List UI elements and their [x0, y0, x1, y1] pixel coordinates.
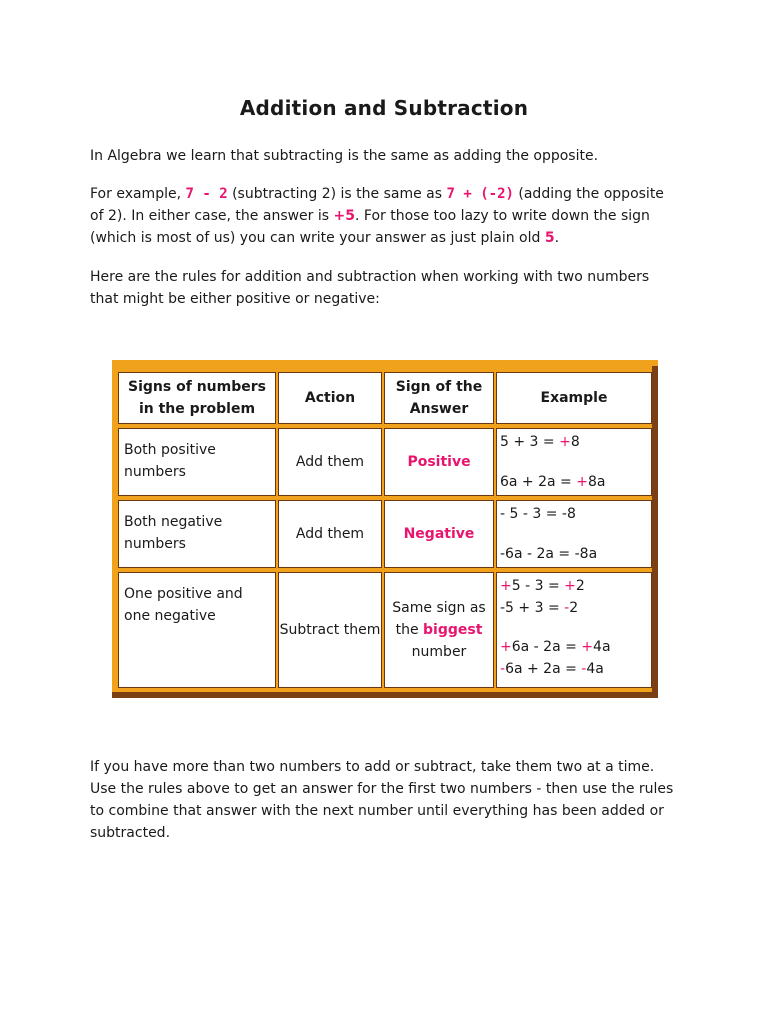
- example-expression-add-opposite: 7 + (-2): [446, 186, 514, 202]
- row2-example: [496, 500, 652, 568]
- row1-example-line2: 6a + 2a = +8a: [500, 474, 606, 490]
- page-title: Addition and Subtraction: [239, 96, 529, 120]
- header-signs: Signs of numbers in the problem: [118, 372, 276, 424]
- example-answer-signed: +5: [333, 208, 355, 224]
- row2-example-line1: - 5 - 3 = -8: [500, 506, 576, 522]
- frame-shadow-right: [652, 366, 658, 698]
- row3-answer: Same sign as the biggest number: [384, 572, 494, 688]
- intro-paragraph: In Algebra we learn that subtracting is the same as adding the opposite.: [90, 148, 599, 164]
- row1-signs: Both positive numbers: [118, 428, 276, 496]
- row2-answer: Negative: [384, 500, 494, 568]
- header-answer-sign: Sign of the Answer: [384, 372, 494, 424]
- row1-example: [496, 428, 652, 496]
- header-example: Example: [496, 372, 652, 424]
- example-text-4: . For those too lazy to write down the sign (which is most of us) you can write your answer as just plain old: [90, 208, 650, 246]
- row3-example: [496, 572, 652, 688]
- example-paragraph: [90, 183, 680, 249]
- row1-example-line1: 5 + 3 = +8: [500, 434, 580, 450]
- row2-signs: Both negative numbers: [118, 500, 276, 568]
- row3-example-line4: -6a + 2a = -4a: [500, 661, 604, 677]
- example-text-5: .: [554, 230, 560, 246]
- row3-example-line1: +5 - 3 = +2: [500, 578, 585, 594]
- row3-example-line3: +6a - 2a = +4a: [500, 639, 611, 655]
- row3-example-line2: -5 + 3 = -2: [500, 600, 579, 616]
- example-text-2: (subtracting 2) is the same as: [227, 186, 447, 202]
- row2-example-line2: -6a - 2a = -8a: [500, 546, 598, 562]
- row3-signs: One positive and one negative: [118, 572, 276, 688]
- row1-answer: Positive: [384, 428, 494, 496]
- example-answer-plain: 5: [544, 230, 555, 246]
- example-text-3: (adding the opposite of 2). In either case, the answer is: [90, 186, 664, 224]
- rules-table-frame: [112, 360, 658, 698]
- rules-table: [116, 370, 652, 690]
- example-text-1: For example,: [90, 186, 186, 202]
- row3-action: Subtract them: [278, 572, 382, 688]
- closing-paragraph: If you have more than two numbers to add or subtract, take them two at a time. Use the rules above to get an answer for the first two numbers - then use the rules to combine that answer with the next number until everything has been added or subtracted.: [90, 759, 674, 841]
- rules-intro-paragraph: Here are the rules for addition and subtraction when working with two numbers that might be either positive or negative:: [90, 269, 650, 307]
- row1-action: Add them: [278, 428, 382, 496]
- header-action: Action: [278, 372, 382, 424]
- example-expression-subtract: 7 - 2: [185, 186, 228, 202]
- frame-shadow-bottom: [112, 692, 658, 698]
- row2-action: Add them: [278, 500, 382, 568]
